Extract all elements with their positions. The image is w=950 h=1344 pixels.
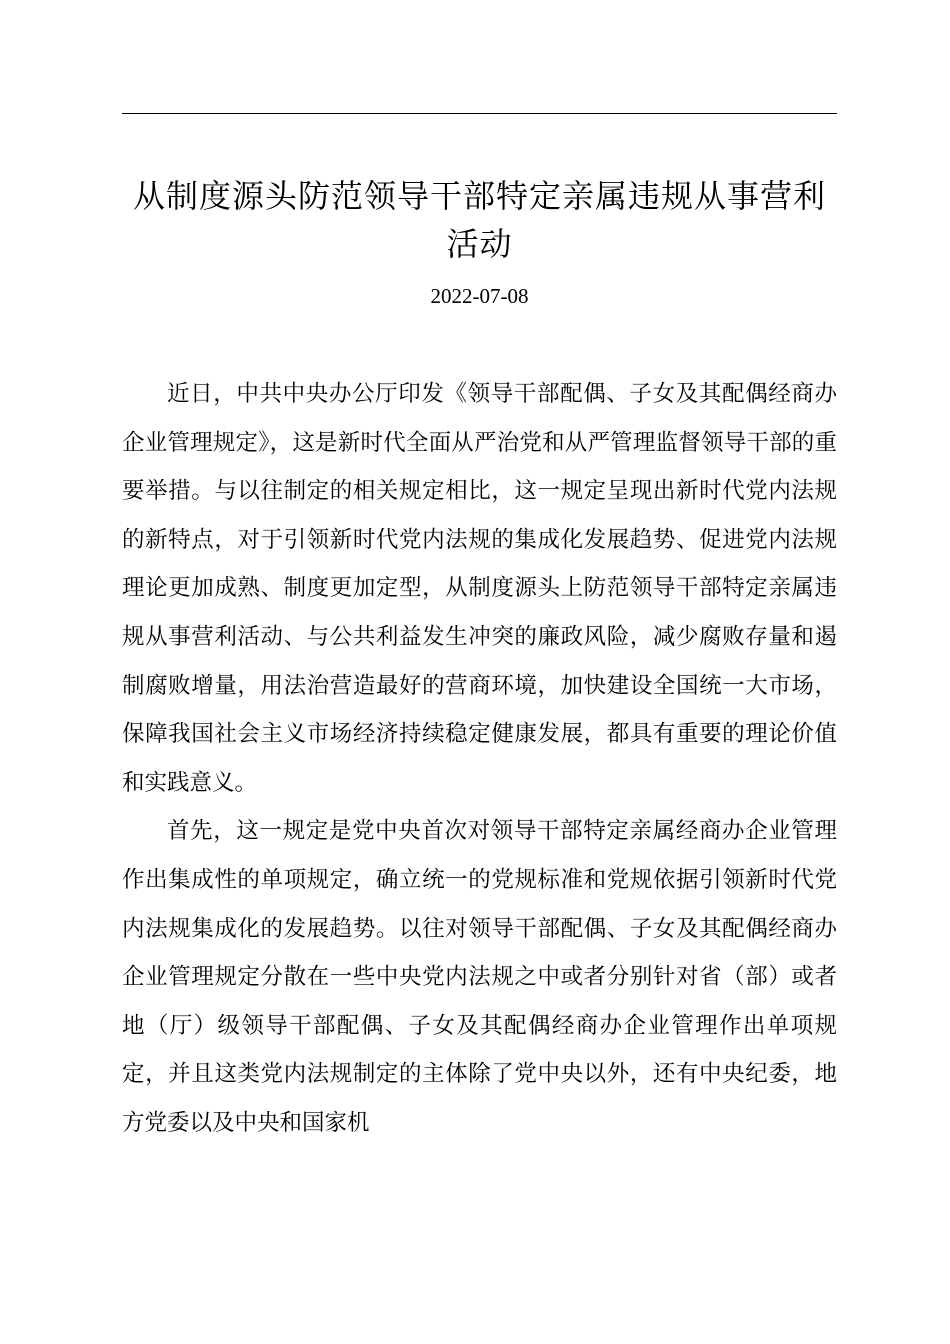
paragraph-2: 首先，这一规定是党中央首次对领导干部特定亲属经商办企业管理作出集成性的单项规定，确立统一的党规标准和党规依据引领新时代党内法规集成化的发展趋势。以往对领导干部配偶、子女及其配偶经商办企业管理规定分散在一些中央党内法规之中或者分别针对省（部）或者地（厅）级领导干部配偶、子女及其配偶经商办企业管理作出单项规定，并且这类党内法规制定的主体除了党中央以外，还有中央纪委，地方党委以及中央和国家机 [122,818,837,1136]
publish-date: 2022-07-08 [430,284,529,308]
paragraph-1: 近日，中共中央办公厅印发《领导干部配偶、子女及其配偶经商办企业管理规定》，这是新时代全面从严治党和从严管理监督领导干部的重要举措。与以往制定的相关规定相比，这一规定呈现出新时代党内法规的新特点，对于引领新时代党内法规的集成化发展趋势、促进党内法规理论更加成熟、制度更加定型，从制度源头上防范领导干部特定亲属违规从事营利活动、与公共利益发生冲突的廉政风险，减少腐败存量和遏制腐败增量，用法治营造最好的营商环境，加快建设全国统一大市场，保障我国社会主义市场经济持续稳定健康发展，都具有重要的理论价值和实践意义。 [122,381,837,796]
article-body [122,370,837,1148]
document-title: 从制度源头防范领导干部特定亲属违规从事营利活动 [132,177,826,263]
header-rule [122,113,837,114]
